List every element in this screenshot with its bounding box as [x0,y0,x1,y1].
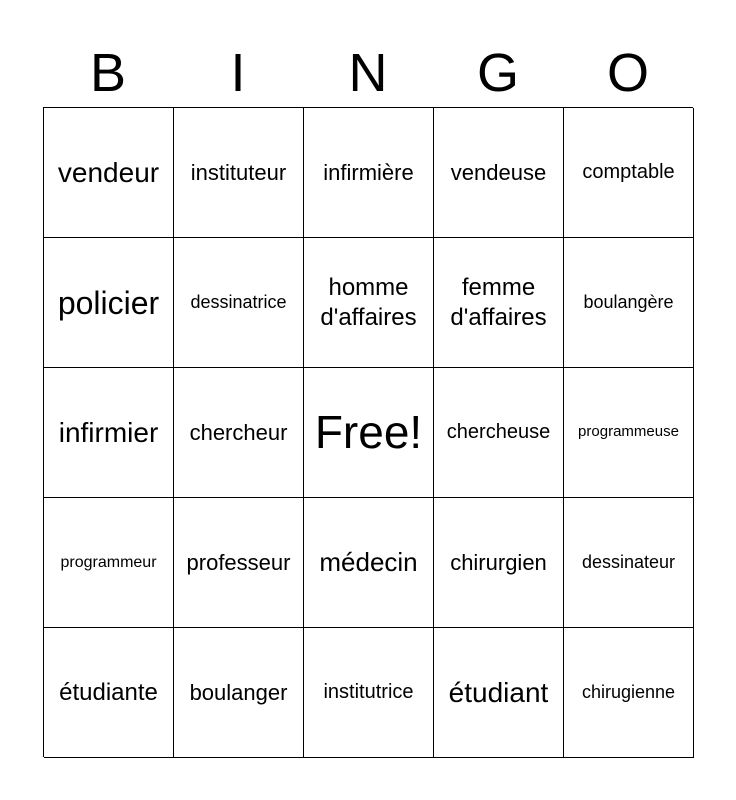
header-letter-o: O [606,43,649,103]
bingo-cell: chercheur [174,368,304,498]
bingo-cell: programmeur [44,498,174,628]
bingo-cell: policier [44,238,174,368]
bingo-cell: dessinateur [564,498,694,628]
bingo-cell: chercheuse [434,368,564,498]
bingo-cell: médecin [304,498,434,628]
header-letter-g: G [476,43,519,103]
bingo-cell: infirmière [304,108,434,238]
bingo-cell: vendeur [44,108,174,238]
bingo-cell: femme d'affaires [434,238,564,368]
bingo-cell: infirmier [44,368,174,498]
bingo-cell: dessinatrice [174,238,304,368]
bingo-cell: chirugienne [564,628,694,758]
bingo-cell: programmeuse [564,368,694,498]
bingo-cell: vendeuse [434,108,564,238]
header-letter-i: I [230,43,246,103]
bingo-cell: étudiante [44,628,174,758]
bingo-cell: professeur [174,498,304,628]
bingo-cell: comptable [564,108,694,238]
bingo-cell: homme d'affaires [304,238,434,368]
bingo-cell: étudiant [434,628,564,758]
bingo-cell: boulangère [564,238,694,368]
bingo-cell: institutrice [304,628,434,758]
bingo-cell: chirurgien [434,498,564,628]
bingo-cell: instituteur [174,108,304,238]
free-space: Free! [304,368,434,498]
bingo-card [43,107,693,757]
header-letter-b: B [89,43,127,103]
bingo-cell: boulanger [174,628,304,758]
header-letter-n: N [348,43,388,103]
bingo-header [43,40,693,106]
